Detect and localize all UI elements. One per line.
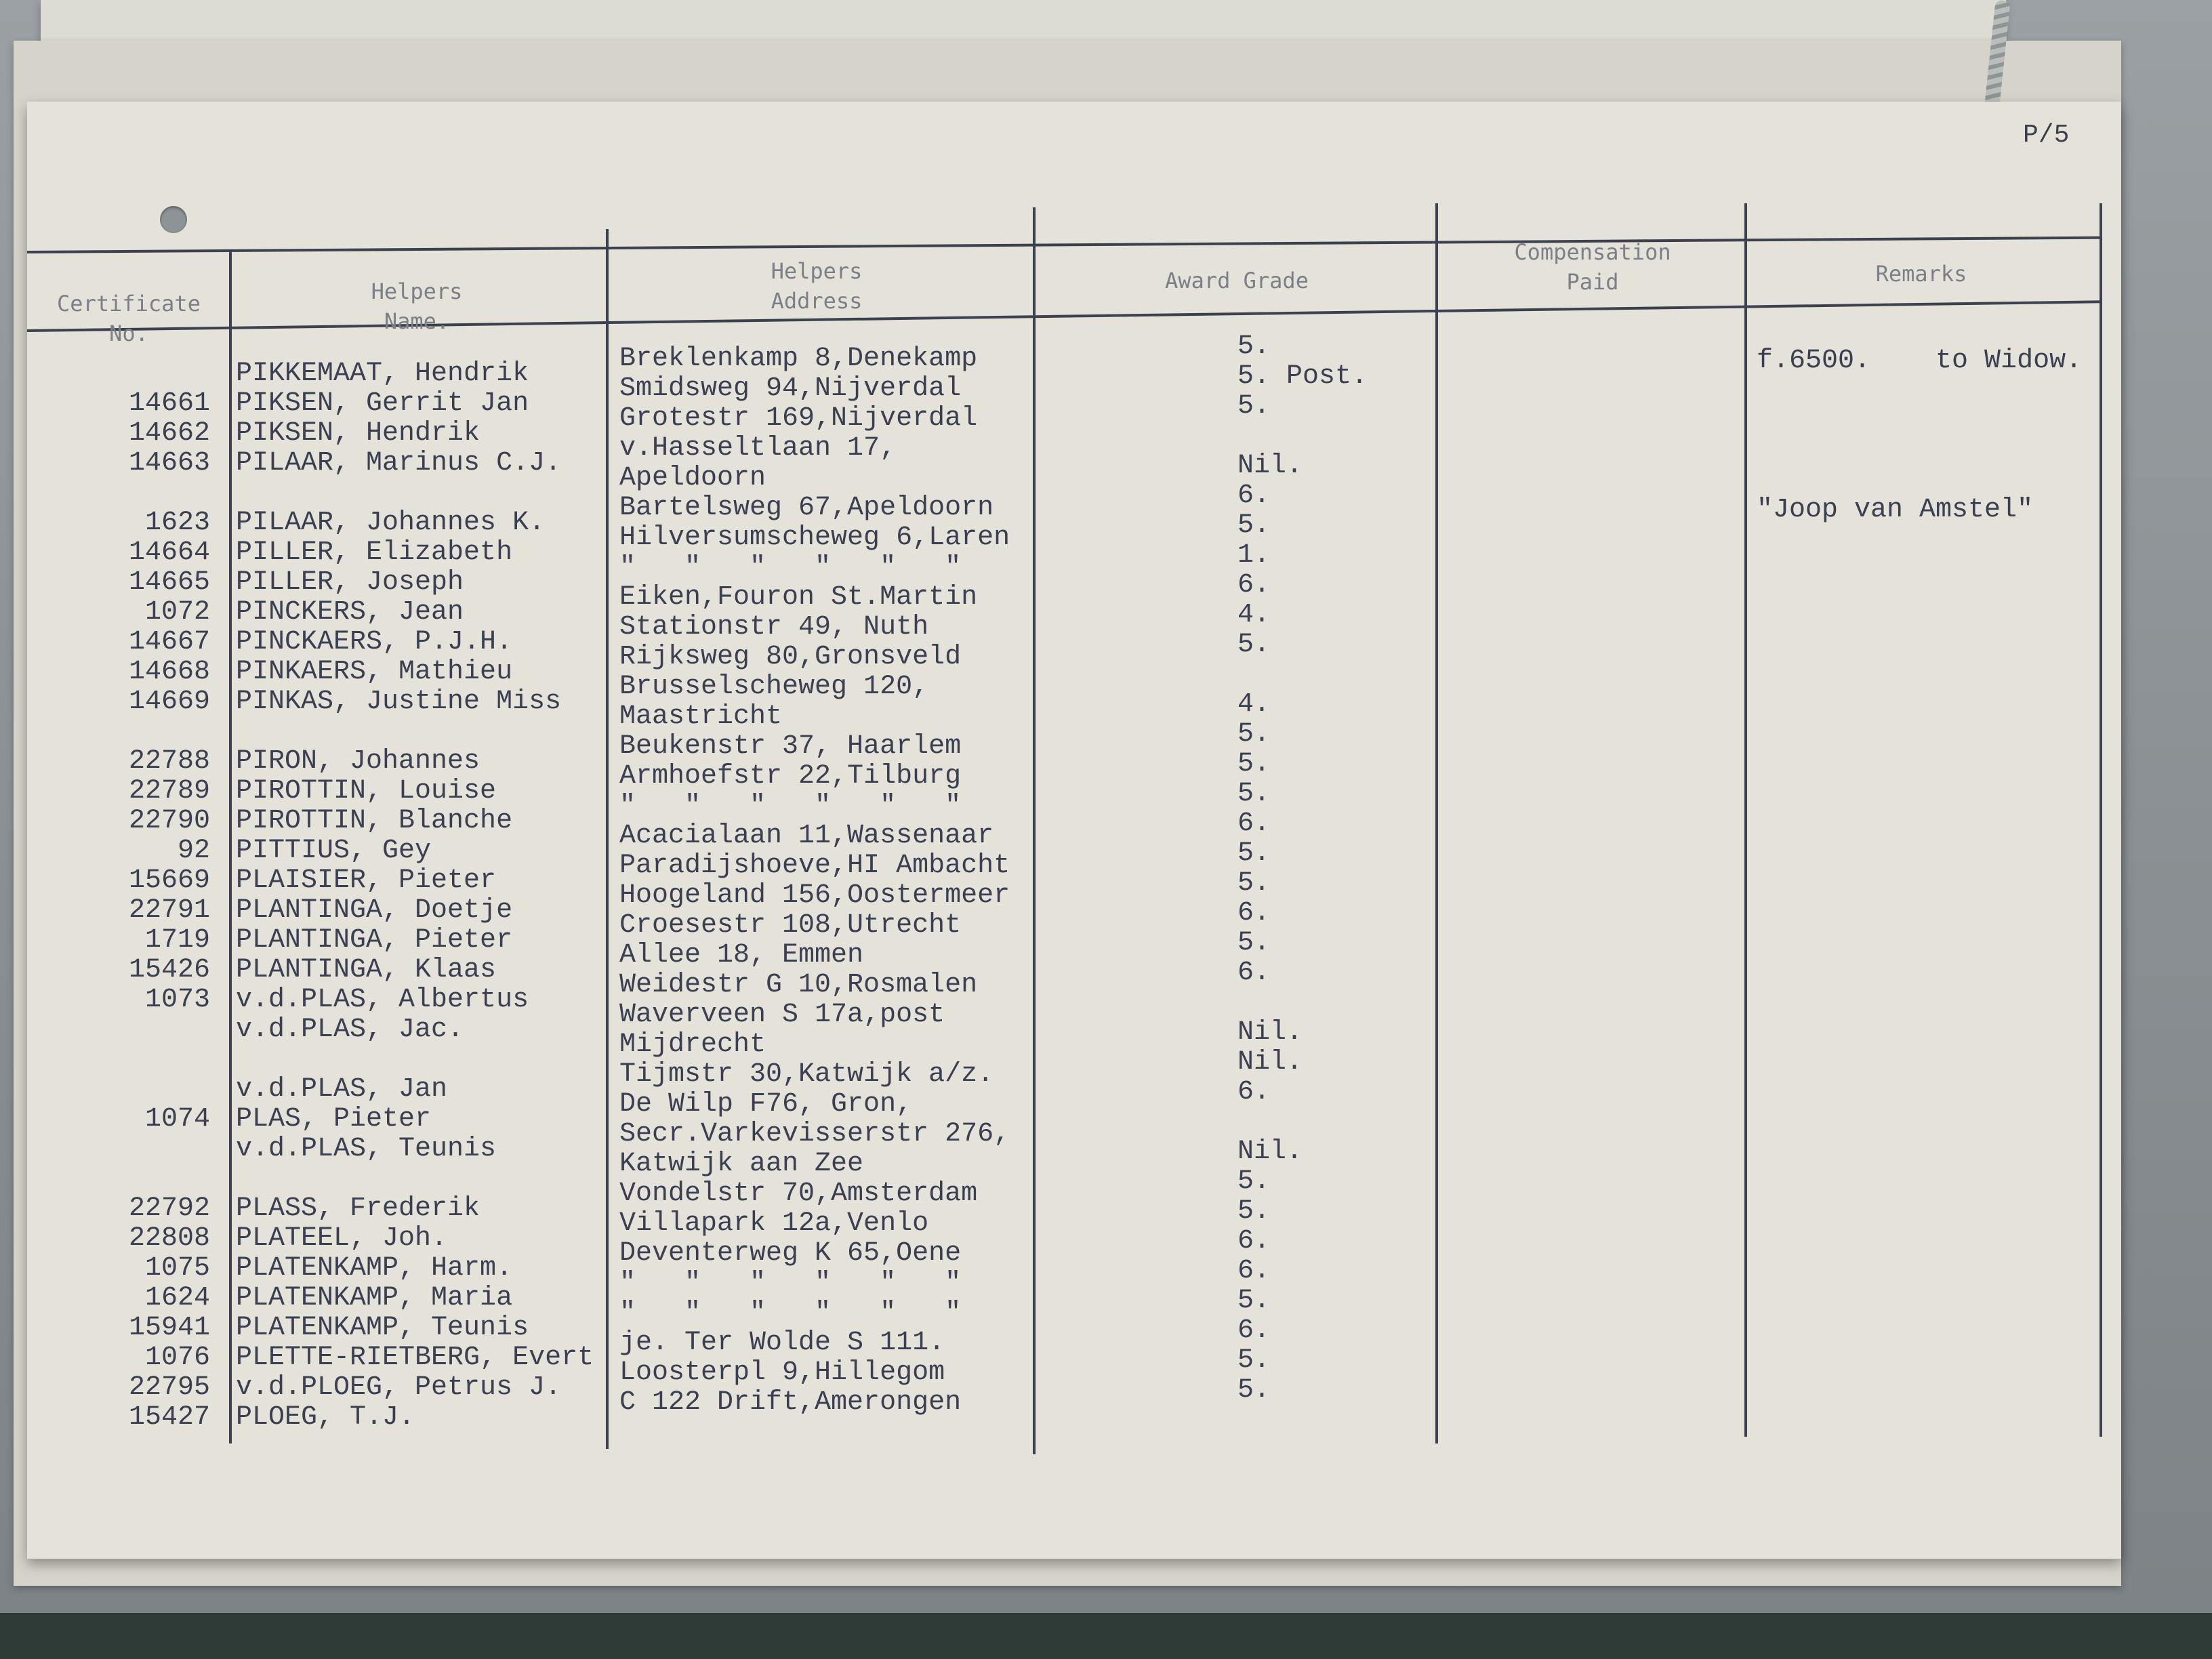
certificate-number: 22790 — [128, 806, 210, 836]
helper-address: Villapark 12a,Venlo — [619, 1208, 929, 1239]
helper-name: PIKKEMAAT, Hendrik — [236, 359, 529, 389]
helper-name: PIKSEN, Hendrik — [236, 418, 480, 449]
helper-address: Acacialaan 11,Wassenaar — [619, 821, 994, 851]
award-grade: 1. — [1237, 540, 1271, 571]
helper-name: PINKAERS, Mathieu — [236, 657, 513, 687]
helper-name: PILLER, Elizabeth — [236, 537, 513, 568]
award-grade: 6. — [1237, 1315, 1271, 1346]
award-grade: 5. — [1237, 630, 1271, 660]
header-address: Helpers Address — [771, 258, 863, 314]
award-grade: 5. — [1237, 510, 1271, 541]
certificate-number: 22795 — [128, 1372, 210, 1403]
helper-address: Weidestr G 10,Rosmalen — [619, 970, 978, 1000]
helper-name: PLATENKAMP, Maria — [236, 1283, 513, 1313]
helper-name: PLANTINGA, Klaas — [236, 955, 497, 985]
helper-address: Mijdrecht — [619, 1029, 766, 1060]
helper-name: PINCKERS, Jean — [236, 597, 464, 628]
certificate-number — [34, 717, 210, 747]
helper-address: Croesestr 108,Utrecht — [619, 910, 962, 941]
helper-address: Eiken,Fouron St.Martin — [619, 582, 978, 613]
certificate-number: 22789 — [128, 776, 210, 806]
header-certificate: Certificate No. — [57, 291, 201, 346]
column-divider — [1744, 203, 1747, 1437]
helper-name: v.d.PLOEG, Petrus J. — [236, 1372, 562, 1403]
header-award-grade: Award Grade — [1165, 268, 1309, 293]
certificate-number: 1076 — [144, 1343, 210, 1373]
helper-name: PINCKAERS, P.J.H. — [236, 627, 513, 657]
helper-address: Deventerweg K 65,Oene — [619, 1238, 962, 1269]
helper-name — [236, 478, 594, 508]
helper-name: v.d.PLAS, Teunis — [236, 1134, 497, 1164]
certificate-number — [34, 1075, 210, 1105]
certificate-number — [34, 1164, 210, 1194]
address-column — [619, 344, 1010, 1418]
header-compensation: Compensation Paid — [1514, 239, 1671, 295]
certificate-number: 1072 — [144, 597, 210, 628]
helper-address: Breklenkamp 8,Denekamp — [619, 344, 978, 374]
certificate-number: 22808 — [128, 1223, 210, 1254]
award-grade: 6. — [1237, 1077, 1271, 1107]
award-grade: Nil. — [1237, 1017, 1303, 1048]
award-grade: 5. — [1237, 838, 1271, 869]
award-grade: Nil. — [1237, 451, 1303, 481]
award-grade: 6. — [1237, 958, 1271, 988]
certificate-number: 15427 — [128, 1402, 210, 1433]
helper-address: je. Ter Wolde S 111. — [619, 1328, 945, 1358]
helper-name: PIROTTIN, Louise — [236, 776, 497, 806]
certificate-number: 14662 — [128, 418, 210, 449]
helper-name: PLATEEL, Joh. — [236, 1223, 448, 1254]
certificate-number: 14665 — [128, 567, 210, 598]
certificate-number: 1624 — [144, 1283, 210, 1313]
certificate-number: 22788 — [128, 746, 210, 777]
helper-address: Hilversumscheweg 6,Laren — [619, 523, 1010, 553]
certificate-number: 14663 — [128, 448, 210, 478]
certificate-number: 1623 — [144, 508, 210, 538]
helper-address: Loosterpl 9,Hillegom — [619, 1357, 945, 1388]
award-grade — [1237, 1107, 1368, 1137]
award-grade: 5. — [1237, 1286, 1271, 1316]
helper-address: Beukenstr 37, Haarlem — [619, 731, 962, 762]
helper-name: PILLER, Joseph — [236, 567, 464, 598]
award-grade: 6. — [1237, 898, 1271, 928]
award-grade: 5. — [1237, 779, 1271, 809]
helper-name: PIRON, Johannes — [236, 746, 480, 777]
helper-address: " " " " " " — [619, 552, 962, 583]
award-grade — [1237, 422, 1368, 451]
certificate-number — [34, 1134, 210, 1164]
helper-address: Smidsweg 94,Nijverdal — [619, 373, 962, 404]
award-grade — [1237, 660, 1368, 690]
helper-address: " " " " " " — [619, 791, 962, 821]
award-grade: Nil. — [1237, 1047, 1303, 1078]
award-grade — [1237, 988, 1368, 1018]
certificate-number: 14668 — [128, 657, 210, 687]
helper-address: Vondelstr 70,Amsterdam — [619, 1179, 978, 1209]
punch-hole — [160, 206, 187, 233]
certificate-number — [34, 359, 210, 389]
helper-name: PITTIUS, Gey — [236, 836, 432, 866]
helper-name: PILAAR, Marinus C.J. — [236, 448, 562, 478]
award-grade-column — [1237, 332, 1368, 1406]
award-grade: 6. — [1237, 480, 1271, 511]
page-code: P/5 — [2023, 121, 2070, 150]
certificate-number: 14664 — [128, 537, 210, 568]
column-divider — [2100, 203, 2102, 1437]
award-grade: 6. — [1237, 1226, 1271, 1256]
helper-name: PLATENKAMP, Teunis — [236, 1313, 529, 1343]
certificate-number: 1719 — [144, 925, 210, 956]
helper-address: " " " " " " — [619, 1298, 962, 1328]
helper-name: v.d.PLAS, Jac. — [236, 1015, 464, 1045]
certificate-number: 22792 — [128, 1193, 210, 1224]
helper-name: PLETTE-RIETBERG, Evert — [236, 1343, 594, 1373]
award-grade: 5. — [1237, 1166, 1271, 1197]
column-divider — [1033, 207, 1036, 1454]
helper-address: Tijmstr 30,Katwijk a/z. — [619, 1059, 994, 1090]
certificate-number: 1073 — [144, 985, 210, 1015]
award-grade: 5. — [1237, 868, 1271, 899]
helper-address: C 122 Drift,Amerongen — [619, 1387, 962, 1418]
helper-address: v.Hasseltlaan 17, — [619, 433, 897, 464]
helper-address: Grotestr 169,Nijverdal — [619, 403, 978, 434]
certificate-number: 1074 — [144, 1104, 210, 1134]
certificate-number: 14669 — [128, 687, 210, 717]
helper-address: Hoogeland 156,Oostermeer — [619, 880, 1010, 911]
helper-name: v.d.PLAS, Jan — [236, 1074, 448, 1105]
helper-address: Waverveen S 17a,post — [619, 1000, 945, 1030]
helper-name: PLAISIER, Pieter — [236, 865, 497, 896]
helper-address: Secr.Varkevisserstr 276, — [619, 1119, 1010, 1149]
award-grade: 5. — [1237, 1375, 1271, 1406]
award-grade: 6. — [1237, 570, 1271, 600]
helper-address: " " " " " " — [619, 1268, 962, 1298]
helper-name: PLATENKAMP, Harm. — [236, 1253, 513, 1284]
certificate-number: 15426 — [128, 955, 210, 985]
award-grade: 5. Post. — [1237, 361, 1368, 392]
award-grade: Nil. — [1237, 1136, 1303, 1167]
helper-address: Allee 18, Emmen — [619, 940, 864, 970]
certificate-number: 14661 — [128, 388, 210, 419]
helper-name: PIKSEN, Gerrit Jan — [236, 388, 529, 419]
certificate-number — [34, 1045, 210, 1075]
remark-text: f.6500. to Widow. — [1757, 346, 2083, 376]
column-divider — [1435, 203, 1438, 1443]
helper-name: PILAAR, Johannes K. — [236, 508, 546, 538]
certificate-number: 22791 — [128, 895, 210, 926]
certificate-column — [34, 359, 210, 1433]
helper-address: Stationstr 49, Nuth — [619, 612, 929, 642]
helper-address: Bartelsweg 67,Apeldoorn — [619, 493, 994, 523]
helper-name: PINKAS, Justine Miss — [236, 687, 562, 717]
helper-name: PLASS, Frederik — [236, 1193, 480, 1224]
award-grade: 5. — [1237, 391, 1271, 422]
helper-address: Katwijk aan Zee — [619, 1149, 864, 1179]
award-grade: 6. — [1237, 808, 1271, 839]
helper-name — [236, 717, 594, 747]
certificate-number: 92 — [177, 836, 210, 866]
helper-name — [236, 1164, 594, 1194]
header-remarks: Remarks — [1875, 261, 1967, 287]
helper-name — [236, 1045, 594, 1075]
helper-address: De Wilp F76, Gron, — [619, 1089, 913, 1120]
helper-name: PLANTINGA, Doetje — [236, 895, 513, 926]
award-grade: 6. — [1237, 1256, 1271, 1286]
column-divider — [606, 229, 609, 1449]
award-grade: 5. — [1237, 749, 1271, 779]
helper-name: v.d.PLAS, Albertus — [236, 985, 529, 1015]
helper-name: PLAS, Pieter — [236, 1104, 432, 1134]
cutting-mat — [0, 1613, 2212, 1659]
certificate-number — [34, 1015, 210, 1045]
certificate-number — [34, 478, 210, 508]
column-divider — [229, 251, 232, 1443]
helper-address: Maastricht — [619, 701, 783, 732]
award-grade: 4. — [1237, 600, 1271, 630]
helper-address: Brusselscheweg 120, — [619, 672, 929, 702]
remark-text: "Joop van Amstel" — [1757, 495, 2034, 525]
certificate-number: 15669 — [128, 865, 210, 896]
helper-name: PLOEG, T.J. — [236, 1402, 415, 1433]
helper-name: PLANTINGA, Pieter — [236, 925, 513, 956]
helper-address: Apeldoorn — [619, 463, 766, 493]
header-name: Helpers Name. — [371, 279, 463, 334]
name-column — [236, 359, 594, 1433]
award-grade: 5. — [1237, 1196, 1271, 1227]
certificate-number: 15941 — [128, 1313, 210, 1343]
award-grade: 5. — [1237, 331, 1271, 362]
helper-name: PIROTTIN, Blanche — [236, 806, 513, 836]
certificate-number: 14667 — [128, 627, 210, 657]
helper-address: Rijksweg 80,Gronsveld — [619, 642, 962, 672]
award-grade: 5. — [1237, 719, 1271, 750]
award-grade: 4. — [1237, 689, 1271, 720]
helper-address: Paradijshoeve,HI Ambacht — [619, 851, 1010, 881]
award-grade: 5. — [1237, 1345, 1271, 1376]
helper-address: Armhoefstr 22,Tilburg — [619, 761, 962, 792]
certificate-number: 1075 — [144, 1253, 210, 1284]
award-grade: 5. — [1237, 928, 1271, 958]
